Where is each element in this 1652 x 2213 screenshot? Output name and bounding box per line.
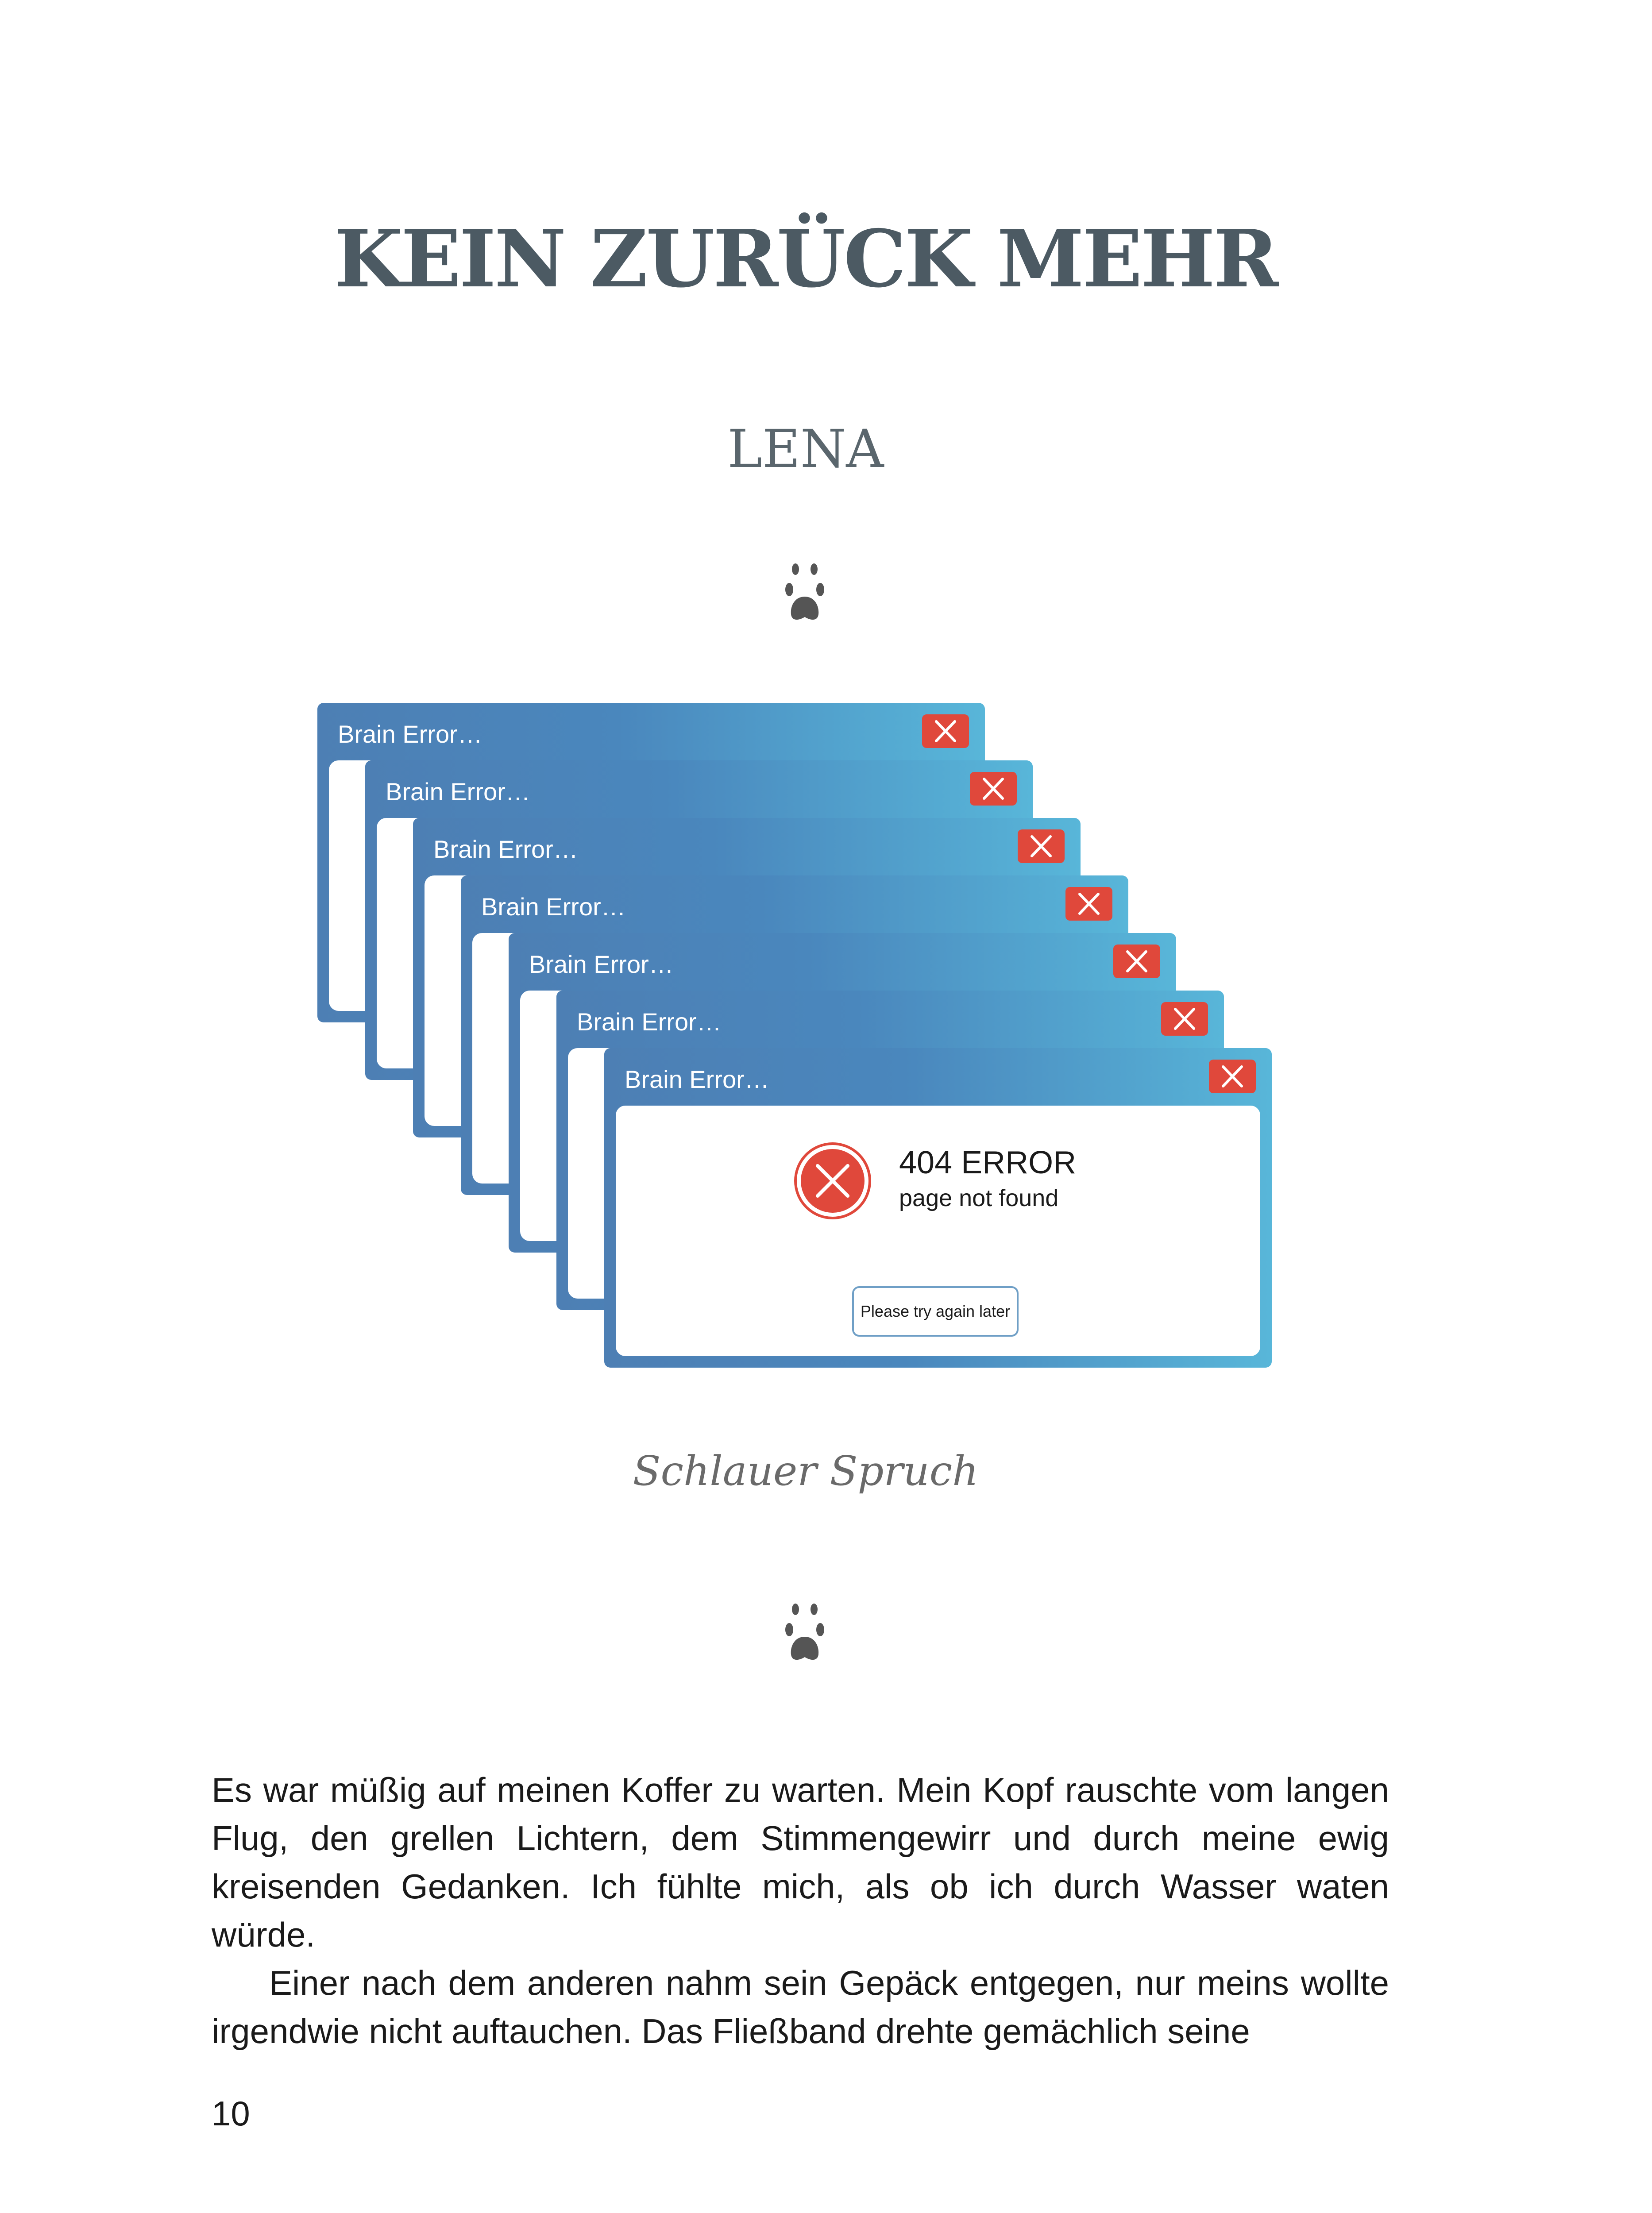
paw-print-icon bbox=[785, 562, 825, 624]
window-title: Brain Error… bbox=[577, 1008, 722, 1036]
window-title: Brain Error… bbox=[433, 835, 578, 863]
close-icon[interactable] bbox=[1209, 1060, 1256, 1093]
illustration-caption: Schlauer Spruch bbox=[633, 1447, 979, 1495]
close-icon[interactable] bbox=[922, 714, 969, 748]
paragraph: Einer nach dem anderen nahm sein Gepäck entgegen, nur meins wollte irgendwie nicht auftauchen. Das Fließband drehte gemächlich seine bbox=[212, 1963, 1389, 2051]
error-icon bbox=[793, 1141, 872, 1221]
body-text bbox=[212, 1766, 1389, 2055]
close-icon[interactable] bbox=[1018, 829, 1065, 863]
close-icon[interactable] bbox=[1065, 887, 1112, 921]
window-title: Brain Error… bbox=[338, 720, 482, 748]
close-icon[interactable] bbox=[970, 772, 1017, 806]
page-number: 10 bbox=[212, 2094, 250, 2133]
window-body bbox=[616, 1106, 1260, 1356]
paragraph: Es war müßig auf meinen Koffer zu warten. Mein Kopf rauschte vom langen Flug, den grellen Lichtern, dem Stimmengewirr und durch meine ewig kreisenden Gedanken. Ich fühlte mich, als ob ich durch Wasser waten würde. bbox=[212, 1770, 1389, 1954]
window-title: Brain Error… bbox=[529, 950, 674, 978]
error-message: page not found bbox=[899, 1185, 1059, 1211]
window-title: Brain Error… bbox=[625, 1065, 769, 1093]
window-title: Brain Error… bbox=[481, 893, 626, 921]
chapter-narrator: LENA bbox=[727, 418, 884, 479]
paw-print-icon bbox=[785, 1602, 825, 1664]
error-window bbox=[604, 1048, 1272, 1368]
close-icon[interactable] bbox=[1161, 1002, 1208, 1036]
chapter-title: KEIN ZURÜCK MEHR bbox=[334, 212, 1277, 305]
try-again-button[interactable]: Please try again later bbox=[852, 1286, 1019, 1337]
window-title: Brain Error… bbox=[386, 778, 530, 806]
close-icon[interactable] bbox=[1113, 945, 1160, 978]
error-code: 404 ERROR bbox=[899, 1145, 1077, 1180]
